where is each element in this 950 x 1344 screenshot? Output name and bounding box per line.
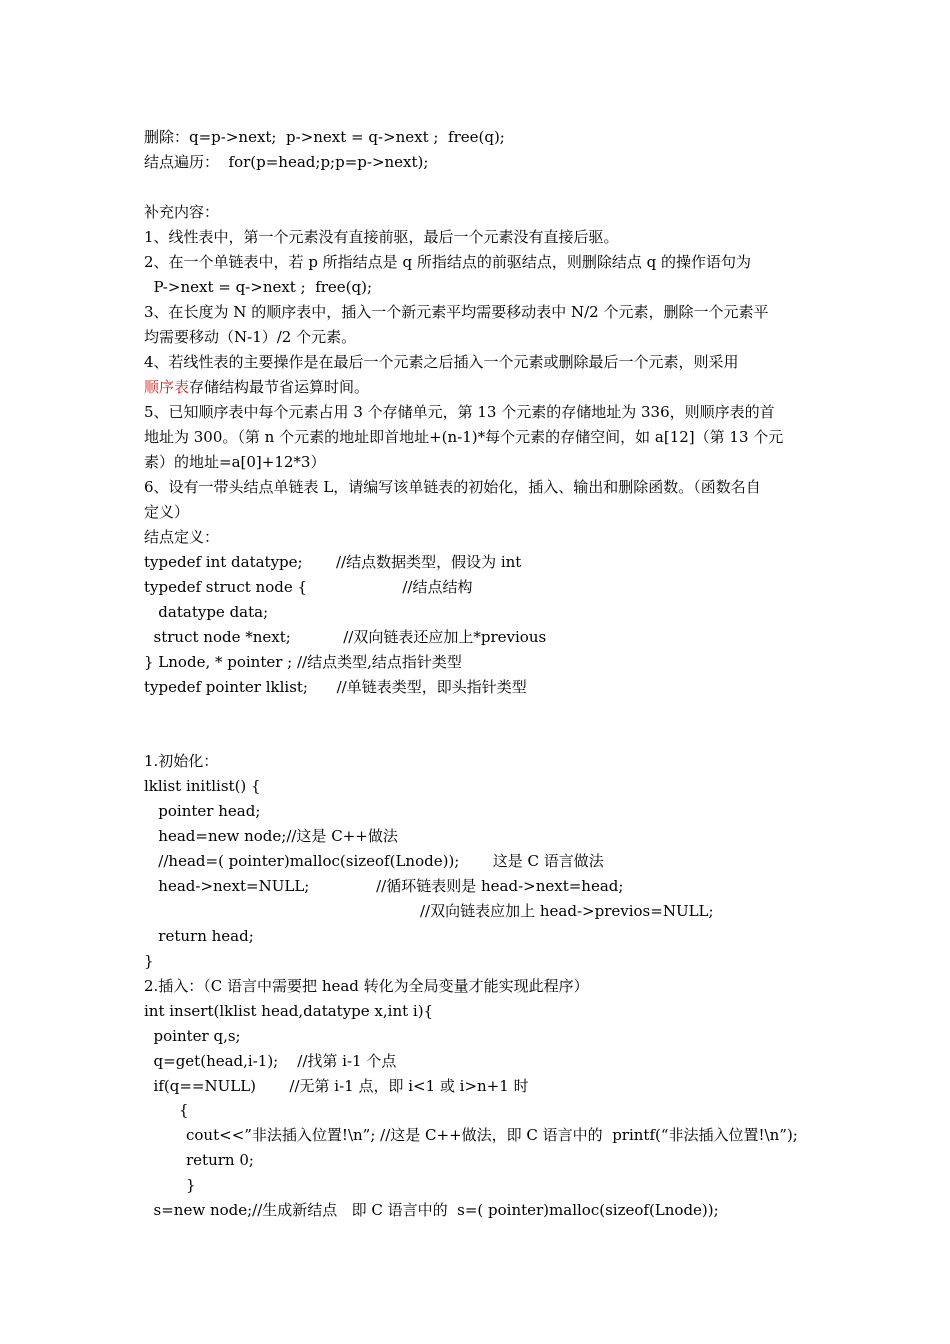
code-line-if-null: if(q==NULL) //无第 i-1 点，即 i<1 或 i>n+1 时: [144, 1077, 529, 1095]
text-line-item-2-cont: P->next = q->next ; free(q);: [144, 278, 373, 296]
text-line-item-3: 3、在长度为 N 的顺序表中，插入一个新元素平均需要移动表中 N/2 个元素，删除一个元素平: [144, 303, 769, 321]
code-line-new-node: head=new node;//这是 C++做法: [144, 827, 398, 845]
text-line-item-6: 6、设有一带头结点单链表 L，请编写该单链表的初始化，插入、输出和删除函数。（函数名自: [144, 478, 761, 496]
code-line-previos-comment: //双向链表应加上 head->previos=NULL;: [420, 902, 714, 920]
text-line-item-4-rest: 存储结构最节省运算时间。: [189, 378, 370, 396]
text-line-item-3-cont: 均需要移动（N-1）/2 个元素。: [144, 328, 357, 346]
text-line-node-def: 结点定义：: [144, 528, 220, 546]
code-line-close-brace: }: [144, 952, 154, 970]
code-line-open-brace: {: [179, 1101, 189, 1119]
code-line-get: q=get(head,i-1); //找第 i-1 个点: [144, 1052, 397, 1070]
section-heading-supplement: 补充内容：: [144, 203, 220, 221]
section-heading-insert: 2.插入：（C 语言中需要把 head 转化为全局变量才能实现此程序）: [144, 977, 589, 995]
section-heading-init: 1.初始化：: [144, 752, 219, 770]
code-line-pointer-head: pointer head;: [144, 802, 261, 820]
text-line-item-4-cont: [144, 377, 369, 397]
code-line-typedef-datatype: typedef int datatype; //结点数据类型，假设为 int: [144, 553, 522, 571]
code-line-return-head: return head;: [144, 927, 254, 945]
text-line-item-5-cont: 地址为 300。（第 n 个元素的地址即首地址+(n-1)*每个元素的存储空间，如 a[12]（第 13 个元: [144, 428, 784, 446]
text-line-item-6-cont: 定义）: [144, 503, 190, 521]
code-line-head-next-null: head->next=NULL; //循环链表则是 head->next=head;: [144, 877, 624, 895]
highlight-sequential-list: 顺序表: [144, 378, 190, 396]
code-line-return-0: return 0;: [186, 1151, 254, 1169]
code-line-data-field: datatype data;: [144, 603, 269, 621]
text-line-item-2: 2、在一个单链表中，若 p 所指结点是 q 所指结点的前驱结点，则删除结点 q 的操作语句为: [144, 253, 751, 271]
code-line-initlist: lklist initlist() {: [144, 777, 261, 795]
code-line-inner-close-brace: }: [186, 1176, 196, 1194]
text-line-item-5: 5、已知顺序表中每个元素占用 3 个存储单元，第 13 个元素的存储地址为 336，则顺序表的首: [144, 403, 775, 421]
text-line-item-5-cont2: 素）的地址=a[0]+12*3）: [144, 453, 326, 471]
code-line-typedef-struct: typedef struct node { //结点结构: [144, 578, 473, 596]
code-line-next-field: struct node *next; //双向链表还应加上*previous: [144, 628, 547, 646]
text-line-item-1: 1、线性表中，第一个元素没有直接前驱，最后一个元素没有直接后驱。: [144, 228, 619, 246]
text-line-delete: 删除：q=p->next; p->next = q->next ; free(q);: [144, 128, 505, 146]
code-line-struct-close: } Lnode, * pointer ; //结点类型,结点指针类型: [144, 653, 462, 671]
code-line-malloc-comment: //head=( pointer)malloc(sizeof(Lnode)); 这是 C 语言做法: [144, 852, 604, 870]
code-line-typedef-lklist: typedef pointer lklist; //单链表类型，即头指针类型: [144, 678, 527, 696]
code-line-pointer-qs: pointer q,s;: [144, 1027, 241, 1045]
code-line-cout: cout<<”非法插入位置!\n”; //这是 C++做法，即 C 语言中的 printf(“非法插入位置!\n”);: [186, 1126, 798, 1144]
code-line-new-node-s: s=new node;//生成新结点 即 C 语言中的 s=( pointer)malloc(sizeof(Lnode));: [144, 1201, 719, 1219]
text-line-item-4: 4、若线性表的主要操作是在最后一个元素之后插入一个元素或删除最后一个元素，则采用: [144, 353, 739, 371]
code-line-insert-signature: int insert(lklist head,datatype x,int i){: [144, 1002, 434, 1020]
text-line-traverse: 结点遍历： for(p=head;p;p=p->next);: [144, 153, 429, 171]
